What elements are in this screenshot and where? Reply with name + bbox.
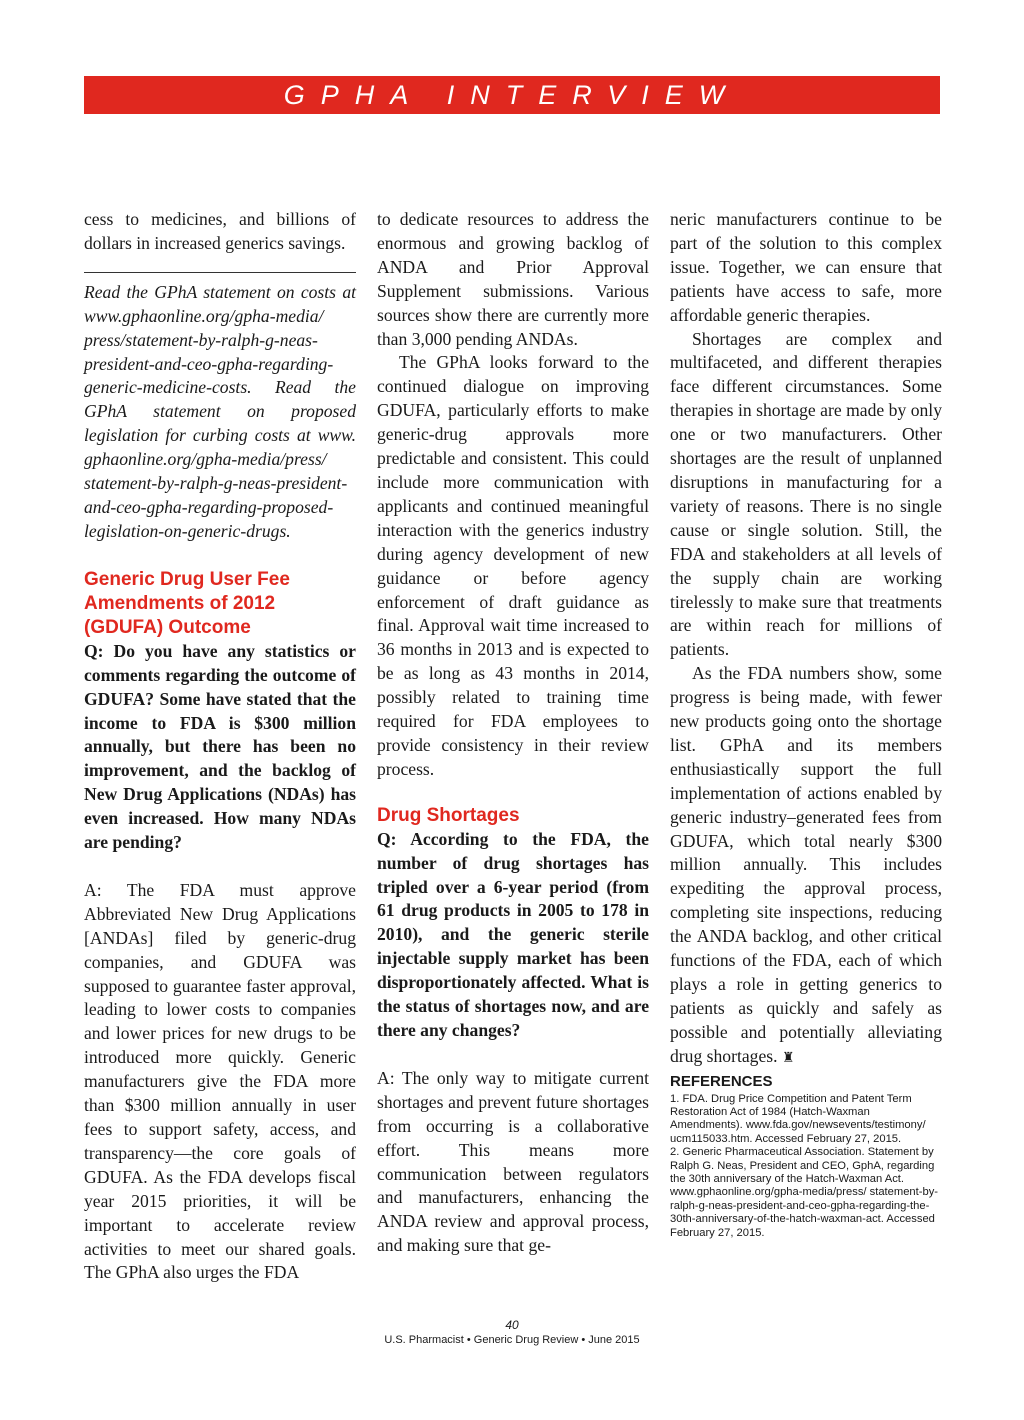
section-heading-drug-shortages: Drug Shortages — [377, 804, 520, 826]
paragraph: The GPhA looks forward to the continued dialogue on improving GDUFA, particularly efforts to make generic-drug approvals more predictable and consistent. This could include more communication with applicants and continued meaningful interaction with the generics industry during agency development of new guidance or before agency enforcement of draft guidance as final. Approval wait time increased to 36 months in 2013 and is expected to be as long as 43 months in 2014, possibly related to training time required for FDA employees to provide consistency in their review process. — [377, 352, 649, 779]
paragraph: to dedicate resources to address the enormous and growing backlog of ANDA and Prior Approval Supplement submissions. Various sources show there are currently more than 3,000 pending ANDAs. — [377, 209, 649, 349]
paragraph-text: As the FDA numbers show, some progress is being made, with fewer new products going onto the shortage list. GPhA and its members enthusiastically support the full implementation of actions enabled by generic industry–generated fees from GDUFA, which total nearly $300 million annually. This includes expediting the approval process, completing site inspections, reducing the ANDA backlog, and other critical functions of the FDA, each of which plays a role in getting generics to patients as quickly and safely as possible and potentially alleviating drug shortages. — [670, 663, 942, 1066]
answer: A: The FDA must approve Abbreviated New Drug Applications [ANDAs] filed by generic-drug companies, and GDUFA was supposed to guarantee faster approval, leading to lower costs to companies and lower prices for new drugs to be introduced more quickly. Generic manufacturers give the FDA more than $300 million annually in user fees to support safety, access, and transparency—the core goals of GDUFA. As the FDA develops fiscal year 2015 priorities, it will be important to accelerate review activities to meet our shared goals. The GPhA also urges the FDA — [84, 879, 356, 1283]
statement-links: Read the GPhA statement on costs at www.gphaonline.org/gpha-media/ press/statement-by-ralph-g-neas-president-and-ceo-gpha-regarding-generic-medicine-costs. Read the GPhA statement on proposed legislation for curbing costs at www. gphaonline.org/gpha-media/press/ statement-by-ralph-g-neas-president-and-ceo-gpha-regarding-proposed-legislation-on-generic-drugs. — [84, 281, 356, 541]
answer: A: The only way to mitigate current shortages and prevent future shortages from occurring is a collaborative effort. This means more communication between regulators and manufacturers, enhancing the ANDA review and approval process, and making sure that ge- — [377, 1067, 649, 1256]
reference-item: 2. Generic Pharmaceutical Association. Statement by Ralph G. Neas, President and CEO, GphA, regarding the 30th anniversary of the Hatch-Waxman Act. www.gphaonline.org/gpha-media/press/ statement-by-ralph-g-neas-president-and-ceo-gpha-regarding-the-30th-anniversary-of-the-hatch-waxman-act. Accessed February 27, 2015. — [670, 1146, 939, 1239]
question: Q: According to the FDA, the number of drug shortages has tripled over a 6-year period (from 61 drug products in 2005 to 178 in 2010), and the generic sterile injectable supply market has been disproportionately affected. What is the status of shortages now, and are there any changes? — [377, 828, 649, 1040]
divider — [84, 272, 356, 273]
page-number: 40 — [505, 1318, 519, 1332]
paragraph — [670, 662, 942, 1070]
paragraph: Shortages are complex and multifaceted, and different therapies face different circumstances. Some therapies in shortage are made by only one or two manufacturers. Other shortages are the result of unplanned disruptions in manufacturing for a variety of reasons. There is no single cause or single solution. Still, the FDA and stakeholders at all levels of the supply chain are working tirelessly to make sure that treatments are within reach for millions of patients. — [670, 328, 942, 660]
question: Q: Do you have any statistics or comments regarding the outcome of GDUFA? Some have stated that the income to FDA is $300 million annually, but there has been no improvement, and the backlog of New Drug Applications (NDAs) has even increased. How many NDAs are pending? — [84, 640, 356, 853]
reference-item: 1. FDA. Drug Price Competition and Patent Term Restoration Act of 1984 (Hatch-Waxman Amendments). www.fda.gov/newsevents/testimony/ ucm115033.htm. Accessed February 27, 2015. — [670, 1092, 926, 1145]
column-2 — [377, 208, 649, 1258]
section-banner: GPHA INTERVIEW — [84, 76, 940, 114]
column-1 — [84, 208, 356, 1285]
paragraph: neric manufacturers continue to be part of the solution to this complex issue. Together, we can ensure that patients have access to safe, more affordable generic therapies. — [670, 209, 942, 325]
references-heading: REFERENCES — [670, 1072, 773, 1090]
publication-footer: U.S. Pharmacist • Generic Drug Review • June 2015 — [384, 1334, 640, 1346]
column-3 — [670, 208, 942, 1240]
paragraph: cess to medicines, and billions of dollars in increased generics savings. — [84, 209, 356, 253]
end-mark-icon: ♜ — [781, 1049, 795, 1066]
section-heading-gdufa: Generic Drug User Fee Amendments of 2012 (GDUFA) Outcome — [84, 568, 290, 638]
